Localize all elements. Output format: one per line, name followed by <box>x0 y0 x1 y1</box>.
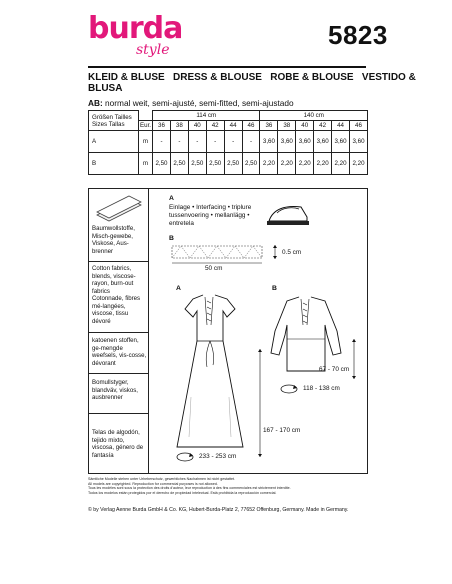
unit-cell: m <box>139 131 153 153</box>
value-cell: 2,20 <box>278 153 296 175</box>
interfacing-line: tussenvoering • mellanlägg • <box>169 212 250 219</box>
footnote-line: Tous les modèles sont sous la protection des droits d'auteur, leur reproduction à des fins commerciales est strictement interdite. <box>88 486 291 491</box>
dress-hem-label: 233 - 253 cm <box>199 453 237 460</box>
blouse-hem-icon <box>279 383 299 395</box>
fabric-text-nl: katoenen stoffen, ge-mengde weefsels, vis-cosse, dévorant <box>92 337 147 367</box>
strip-width-label: 50 cm <box>205 265 223 272</box>
value-cell: 2,20 <box>260 153 278 175</box>
yardage-table <box>88 110 368 175</box>
fabric-text-sv: Bomullstyger, blandväv, viskos, ausbrenner <box>92 379 138 402</box>
fit-code: AB: <box>88 98 103 108</box>
value-cell: 3,60 <box>332 131 350 153</box>
size-cell: 46 <box>242 121 260 131</box>
divider <box>89 373 149 374</box>
logo-wordmark: burda <box>88 11 183 46</box>
blouse-length-arrow <box>351 339 357 379</box>
pattern-title <box>88 72 416 94</box>
value-cell: 3,60 <box>349 131 367 153</box>
size-cell: 46 <box>349 121 367 131</box>
fabric-column <box>89 189 149 473</box>
size-cell: 44 <box>224 121 242 131</box>
value-cell: 2,50 <box>153 153 171 175</box>
value-cell: 2,50 <box>206 153 224 175</box>
fabric-text-es: Telas de algodón, tejido mixto, viscosa, género de fantasía <box>92 429 144 459</box>
value-cell: 2,50 <box>224 153 242 175</box>
dress-hem-icon <box>175 451 195 463</box>
copyright-notes <box>88 477 378 496</box>
title-line-1: KLEID & BLUSE DRESS & BLOUSE ROBE & BLOUSE VESTIDO & <box>88 72 416 83</box>
size-cell: 36 <box>260 121 278 131</box>
size-header-cell <box>89 111 139 131</box>
value-cell: 3,60 <box>278 131 296 153</box>
fit-text: normal weit, semi-ajusté, semi-fitted, semi-ajustado <box>102 98 294 108</box>
publisher-copyright: © by Verlag Aenne Burda GmbH & Co. KG, Hubert-Burda-Platz 2, 77652 Offenburg, Germany. Made in Germany. <box>88 507 349 513</box>
value-cell: 2,20 <box>349 153 367 175</box>
fit-description <box>88 98 378 108</box>
dress-a-drawing <box>167 287 253 461</box>
fabric-text-en: Cotton fabrics, blends, viscose-rayon, burn-out fabrics <box>92 265 136 295</box>
value-cell: 2,20 <box>314 153 332 175</box>
value-cell: 2,20 <box>296 153 314 175</box>
size-cell: 40 <box>188 121 206 131</box>
dress-length-label: 167 - 170 cm <box>263 427 301 434</box>
row-label: B <box>89 153 139 175</box>
size-cell: 36 <box>153 121 171 131</box>
value-cell: - <box>188 131 206 153</box>
value-cell: - <box>206 131 224 153</box>
fabric-swatch-icon <box>95 195 143 223</box>
size-cell: 38 <box>278 121 296 131</box>
logo-subtitle: style <box>136 42 170 58</box>
interfacing-text <box>169 204 251 228</box>
table-group-row <box>89 111 368 121</box>
size-cell: 38 <box>170 121 188 131</box>
value-cell: 2,20 <box>332 153 350 175</box>
value-cell: - <box>242 131 260 153</box>
value-cell: - <box>153 131 171 153</box>
table-row <box>89 153 368 175</box>
footnote-line: Sämtliche Modelle stehen unter Urheberschutz, gewerbliches Nachahmen ist nicht gestattet. <box>88 477 236 481</box>
blank-cell <box>139 111 153 121</box>
value-cell: 2,50 <box>170 153 188 175</box>
divider <box>89 261 149 262</box>
unit-cell: m <box>139 153 153 175</box>
value-cell: 3,60 <box>314 131 332 153</box>
divider <box>89 413 149 414</box>
value-cell: 3,60 <box>296 131 314 153</box>
footnote-line: Todos los modelos están protegidos por el derecho de propiedad intelectual. Está prohibida la reproducción comercial. <box>88 491 277 496</box>
size-header-line-2: Sizes Tallas <box>92 120 125 128</box>
header-rule <box>88 66 366 68</box>
title-line-2: BLUSA <box>88 83 123 94</box>
size-header-line-1: Größen Tailles <box>92 113 132 121</box>
row-label: A <box>89 131 139 153</box>
group-left-header: 114 cm <box>153 111 260 121</box>
iron-icon <box>265 201 311 227</box>
divider <box>89 332 149 333</box>
group-right-header: 140 cm <box>260 111 368 121</box>
strip-height-arrow <box>272 245 278 259</box>
interfacing-strip <box>171 244 267 266</box>
view-a-label: A <box>176 285 181 292</box>
info-panel <box>88 188 368 474</box>
size-cell: 40 <box>296 121 314 131</box>
blouse-length-label: 67 - 70 cm <box>319 366 350 373</box>
burda-style-logo <box>88 11 183 60</box>
size-cell: 42 <box>206 121 224 131</box>
interfacing-label-a: A <box>169 195 174 202</box>
eur-label: Eur. <box>140 122 152 129</box>
strip-height-label: 0.5 cm <box>282 249 302 256</box>
value-cell: 2,50 <box>242 153 260 175</box>
view-b-label: B <box>272 285 277 292</box>
interfacing-line: Einlage • Interfacing • triplure <box>169 204 252 211</box>
value-cell: - <box>170 131 188 153</box>
value-cell: 2,50 <box>188 153 206 175</box>
value-cell: - <box>224 131 242 153</box>
fabric-text-de: Baumwollstoffe, Misch-gewebe, Viskose, Aus-brenner <box>92 225 135 255</box>
footnote-line: All models are copyrighted. Reproduction for commercial purposes is not allowed. <box>88 481 218 486</box>
pattern-number: 5823 <box>328 20 388 50</box>
blouse-hem-label: 118 - 138 cm <box>303 385 340 392</box>
size-cell: 42 <box>314 121 332 131</box>
fabric-text-fr: Cotonnade, fibres mé-langées, viscose, tissu dévoré <box>92 295 141 325</box>
size-cell: 44 <box>332 121 350 131</box>
value-cell: 3,60 <box>260 131 278 153</box>
table-row <box>89 131 368 153</box>
interfacing-line: entretela <box>169 220 194 227</box>
interfacing-label-b: B <box>169 235 174 242</box>
